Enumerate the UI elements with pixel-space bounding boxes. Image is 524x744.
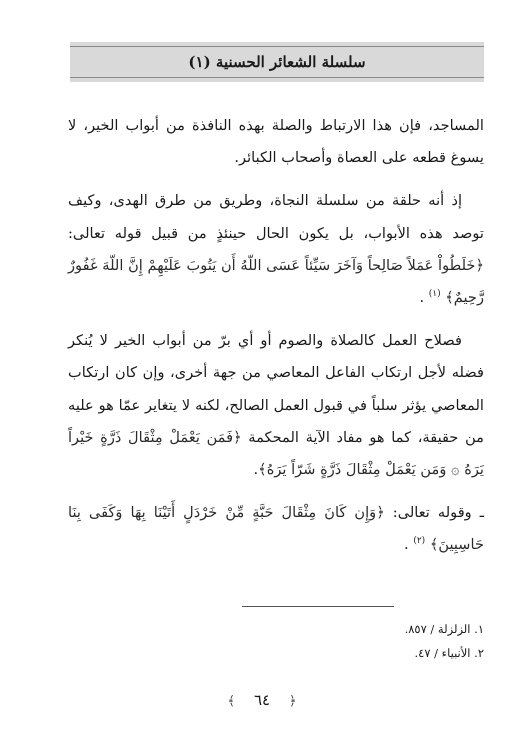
page-body <box>68 110 484 573</box>
footnote-2: ٢. الأنبياء / ٤٧. <box>414 646 484 660</box>
paragraph-1-text: المساجد، فإن هذا الارتباط والصلة بهذه النافذة من أبواب الخير، لا يسوغ قطعه على العصاة وأصحاب الكبائر. <box>68 117 484 167</box>
paragraph-2 <box>68 185 484 314</box>
footnote-ref-2: (٢) <box>413 536 426 547</box>
paragraph-4 <box>68 497 484 561</box>
paragraph-4-text: ـ وقوله تعالى: <box>392 504 485 522</box>
ornament-icon: ﴿ <box>288 694 297 709</box>
paragraph-4-end: . <box>404 536 409 554</box>
footnote-ref-1: (١) <box>428 289 441 300</box>
footnotes <box>70 617 484 665</box>
quran-verse: ﴿خَلَطُواْ عَمَلاً صَالِحاً وَآخَرَ سَيِّئاً عَسَى اللّهُ أَن يَتُوبَ عَلَيْهِمْ إِنَّ اللّهَ غَفُورٌ رَّحِيمٌ﴾ <box>68 256 484 307</box>
ornament-icon: ﴾ <box>227 694 236 709</box>
footnote-1: ١. الزلزلة / ٨٥٧. <box>404 622 484 636</box>
paragraph-2-text: إذ أنه حلقة من سلسلة النجاة، وطريق من طرق الهدى، وكيف توصد هذه الأبواب، بل يكون الحال حينئذٍ من قبيل قوله تعالى: <box>68 192 484 242</box>
paragraph-2-end: . <box>419 289 425 307</box>
paragraph-3-text: فصلاح العمل كالصلاة والصوم أو أي برّ من أبواب الخير لا يُنكر فضله لأجل ارتكاب الفاعل المعاصي من جهة أخرى، وإن كان ارتكاب المعاصي يؤثر سلباً في قبول العمل الصالح، لكنه لا يتغاير عمّا هو عليه من حقيقة، كما هو مفاد الآية المحكمة <box>68 332 484 446</box>
paragraph-1 <box>68 110 484 174</box>
quran-verse: ﴿وَإِن كَانَ مِثْقَالَ حَبَّةٍ مِّنْ خَرْدَلٍ أَتَيْنَا بِهَا وَكَفَى بِنَا حَاسِبِينَ﴾ <box>68 504 484 554</box>
header-title: سلسلة الشعائر الحسنية (١) <box>188 53 366 71</box>
header-bottom-rule <box>70 77 484 78</box>
footnote-divider <box>242 606 394 607</box>
quran-verse: ﴿فَمَن يَعْمَلْ مِثْقَالَ ذَرَّةٍ خَيْراً يَرَهُ ۞ وَمَن يَعْمَلْ مِثْقَالَ ذَرَّةٍ شَرّاً يَرَهُ﴾. <box>68 428 484 479</box>
page-number-value: ٦٤ <box>253 691 271 709</box>
running-header <box>70 42 484 82</box>
paragraph-3 <box>68 325 484 486</box>
header-top-rule <box>70 46 484 47</box>
page-number <box>0 691 524 709</box>
